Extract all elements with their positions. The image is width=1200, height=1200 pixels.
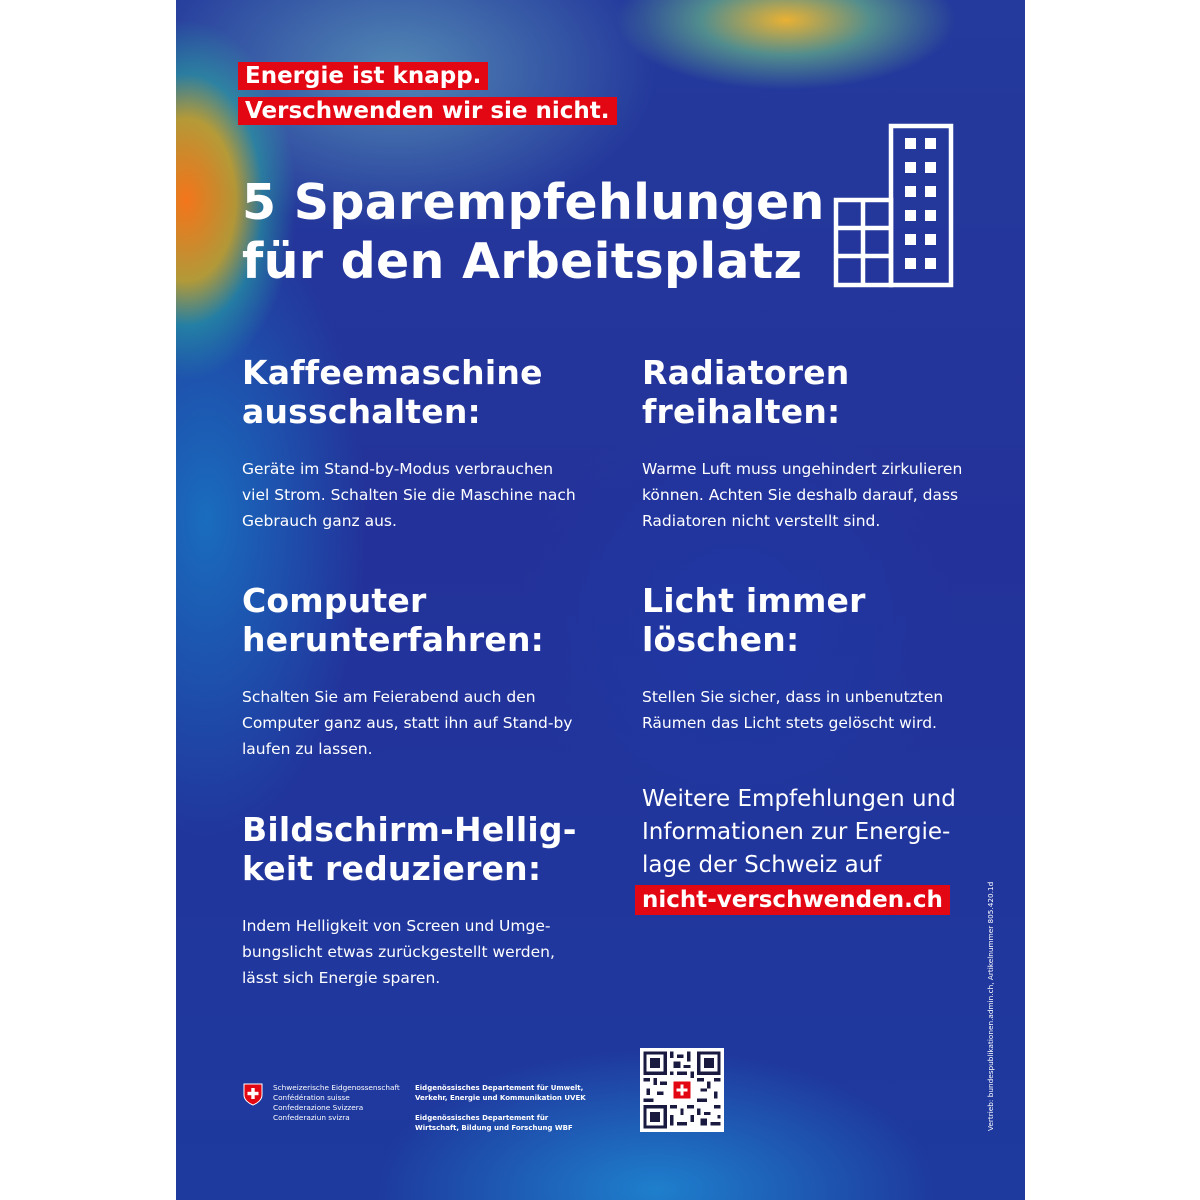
confederation-name: Confederazione Svizzera bbox=[273, 1103, 364, 1112]
department-line: Verkehr, Energie und Kommunikation UVEK bbox=[415, 1093, 586, 1102]
qr-code[interactable] bbox=[640, 1048, 724, 1132]
more-info-text bbox=[642, 783, 982, 882]
tip-screen-brightness bbox=[242, 810, 582, 991]
tip-radiators bbox=[642, 353, 982, 534]
tagline-dont-waste: Verschwenden wir sie nicht. bbox=[238, 97, 617, 125]
swiss-cross-icon bbox=[243, 1083, 263, 1106]
tip-coffee-machine bbox=[242, 353, 582, 534]
tip-computer bbox=[242, 581, 582, 762]
tip-heading-line: Bildschirm-Hellig- bbox=[242, 810, 577, 849]
confederation-name: Schweizerische Eidgenossenschaft bbox=[273, 1083, 400, 1092]
more-info-line: Informationen zur Energie- bbox=[642, 819, 951, 845]
confederation-name: Confédération suisse bbox=[273, 1093, 350, 1102]
tip-light bbox=[642, 581, 982, 736]
confederation-name: Confederaziun svizra bbox=[273, 1113, 350, 1122]
department-line: Wirtschaft, Bildung und Forschung WBF bbox=[415, 1123, 573, 1132]
page-title bbox=[242, 173, 825, 291]
more-info bbox=[642, 783, 982, 915]
more-info-line: lage der Schweiz auf bbox=[642, 852, 882, 878]
tip-heading-line: ausschalten: bbox=[242, 392, 481, 431]
tip-heading-line: löschen: bbox=[642, 620, 800, 659]
tagline-energy-scarce: Energie ist knapp. bbox=[238, 62, 488, 90]
tip-text: Stellen Sie sicher, dass in unbenutzten Räumen das Licht stets gelöscht wird. bbox=[642, 688, 944, 732]
confederation-names bbox=[273, 1083, 400, 1123]
tip-text: Indem Helligkeit von Screen und Umgebungslicht etwas zurückgestellt werden, lässt sich Energie sparen. bbox=[242, 917, 555, 987]
tip-text: Geräte im Stand-by-Modus verbrauchen viel Strom. Schalten Sie die Maschine nach Gebrauch ganz aus. bbox=[242, 460, 576, 530]
page-title-line-1: 5 Sparempfehlungen bbox=[242, 174, 825, 231]
tip-heading bbox=[242, 353, 582, 431]
tip-heading-line: herunterfahren: bbox=[242, 620, 545, 659]
tip-text: Warme Luft muss ungehindert zirkulieren können. Achten Sie deshalb darauf, dass Radiatoren nicht verstellt sind. bbox=[642, 460, 963, 530]
page-title-line-2: für den Arbeitsplatz bbox=[242, 233, 803, 290]
tip-heading-line: freihalten: bbox=[642, 392, 841, 431]
tip-heading-line: Licht immer bbox=[642, 581, 866, 620]
tip-heading bbox=[242, 581, 582, 659]
distribution-note: Vertrieb: bundespublikationen.admin.ch, Artikelnummer 805.420.1d bbox=[986, 881, 995, 1131]
poster bbox=[176, 0, 1025, 1200]
tip-heading bbox=[642, 581, 982, 659]
tip-heading-line: Radiatoren bbox=[642, 353, 850, 392]
tip-heading bbox=[242, 810, 582, 888]
tip-heading bbox=[642, 353, 982, 431]
tip-heading-line: keit reduzieren: bbox=[242, 849, 542, 888]
department-line: Eidgenössisches Departement für Umwelt, bbox=[415, 1084, 584, 1092]
department-uvek bbox=[415, 1084, 586, 1103]
website-link[interactable]: nicht-verschwenden.ch bbox=[635, 885, 950, 915]
tip-text: Schalten Sie am Feierabend auch den Computer ganz aus, statt ihn auf Stand-by laufen zu lassen. bbox=[242, 688, 573, 758]
tip-heading-line: Computer bbox=[242, 581, 427, 620]
department-wbf bbox=[415, 1114, 573, 1133]
department-line: Eidgenössisches Departement für bbox=[415, 1114, 549, 1122]
tip-heading-line: Kaffeemaschine bbox=[242, 353, 543, 392]
building-icon bbox=[833, 123, 954, 288]
more-info-line: Weitere Empfehlungen und bbox=[642, 786, 956, 812]
